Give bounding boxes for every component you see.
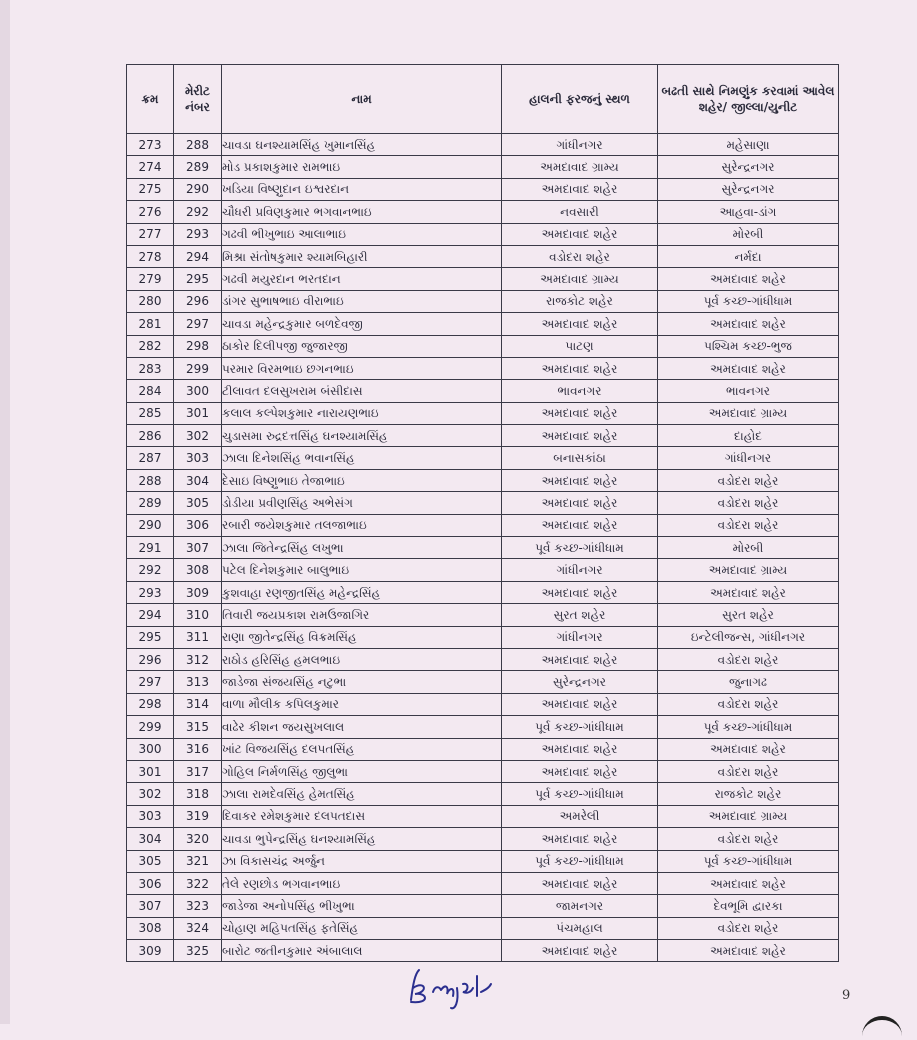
row-merit-number: 324	[174, 917, 222, 939]
row-posting: અમદાવાદ શહેર	[658, 357, 839, 379]
row-current-place: પૂર્વ કચ્છ-ગાંધીધામ	[502, 850, 658, 872]
table-row	[127, 783, 839, 805]
row-posting: અમદાવાદ ગ્રામ્ય	[658, 402, 839, 424]
row-merit-number: 293	[174, 223, 222, 245]
row-posting: મોરબી	[658, 223, 839, 245]
row-merit-number: 323	[174, 895, 222, 917]
row-posting: પશ્ચિમ કચ્છ-ભુજ	[658, 335, 839, 357]
row-name: ખાંટ વિજયસિંહ દલપતસિંહ	[222, 738, 502, 760]
row-posting: પૂર્વ કચ્છ-ગાંધીધામ	[658, 850, 839, 872]
row-krm: 284	[127, 380, 174, 402]
row-name: ચાવડા મહેન્દ્રકુમાર બળદેવજી	[222, 313, 502, 335]
row-merit-number: 310	[174, 604, 222, 626]
table-row	[127, 178, 839, 200]
table-row	[127, 716, 839, 738]
row-name: ઠાકોર દિલીપજી જુજારજી	[222, 335, 502, 357]
row-krm: 296	[127, 648, 174, 670]
row-krm: 286	[127, 425, 174, 447]
row-krm: 278	[127, 245, 174, 267]
table-row	[127, 201, 839, 223]
row-current-place: અમદાવાદ શહેર	[502, 514, 658, 536]
row-krm: 305	[127, 850, 174, 872]
row-krm: 306	[127, 872, 174, 894]
row-name: ચાવડા ઘનશ્યામસિંહ ખુમાનસિંહ	[222, 134, 502, 156]
table-row	[127, 223, 839, 245]
row-current-place: નવસારી	[502, 201, 658, 223]
row-posting: સુરેન્દ્રનગર	[658, 156, 839, 178]
table-row	[127, 940, 839, 962]
row-name: ટીલાવત દલસુખરામ બંસીદાસ	[222, 380, 502, 402]
row-krm: 293	[127, 581, 174, 603]
row-name: બારોટ જતીનકુમાર અંબાલાલ	[222, 940, 502, 962]
row-merit-number: 290	[174, 178, 222, 200]
row-current-place: અમદાવાદ શહેર	[502, 872, 658, 894]
row-merit-number: 292	[174, 201, 222, 223]
row-krm: 281	[127, 313, 174, 335]
row-current-place: સુરેન્દ્રનગર	[502, 671, 658, 693]
row-posting: ગાંધીનગર	[658, 447, 839, 469]
row-posting: વડોદરા શહેર	[658, 917, 839, 939]
row-name: મોડ પ્રકાશકુમાર રામભાઇ	[222, 156, 502, 178]
row-current-place: અમદાવાદ શહેર	[502, 469, 658, 491]
row-current-place: ભાવનગર	[502, 380, 658, 402]
row-current-place: ગાંધીનગર	[502, 134, 658, 156]
row-current-place: અમદાવાદ ગ્રામ્ય	[502, 268, 658, 290]
table-row	[127, 514, 839, 536]
table-row	[127, 559, 839, 581]
row-current-place: પાટણ	[502, 335, 658, 357]
row-merit-number: 317	[174, 760, 222, 782]
row-current-place: અમદાવાદ શહેર	[502, 178, 658, 200]
row-posting: અમદાવાદ શહેર	[658, 738, 839, 760]
table-row	[127, 760, 839, 782]
row-posting: મહેસાણા	[658, 134, 839, 156]
row-name: રાણા જીતેન્દ્રસિંહ વિક્રમસિંહ	[222, 626, 502, 648]
row-merit-number: 289	[174, 156, 222, 178]
table-row	[127, 626, 839, 648]
row-current-place: સુરત શહેર	[502, 604, 658, 626]
row-merit-number: 319	[174, 805, 222, 827]
row-name: વાળા મૌલીક કપિલકુમાર	[222, 693, 502, 715]
table-row	[127, 290, 839, 312]
row-krm: 292	[127, 559, 174, 581]
row-name: ગોહિલ નિર્મળસિંહ જીલુભા	[222, 760, 502, 782]
row-krm: 304	[127, 828, 174, 850]
row-merit-number: 318	[174, 783, 222, 805]
row-current-place: અમદાવાદ શહેર	[502, 425, 658, 447]
row-current-place: અમદાવાદ શહેર	[502, 357, 658, 379]
row-merit-number: 307	[174, 537, 222, 559]
row-posting: સુરેન્દ્રનગર	[658, 178, 839, 200]
row-posting: પૂર્વ કચ્છ-ગાંધીધામ	[658, 290, 839, 312]
table-row	[127, 537, 839, 559]
row-posting: અમદાવાદ ગ્રામ્ય	[658, 805, 839, 827]
row-merit-number: 306	[174, 514, 222, 536]
row-merit-number: 302	[174, 425, 222, 447]
row-krm: 273	[127, 134, 174, 156]
row-current-place: અમરેલી	[502, 805, 658, 827]
row-current-place: પંચમહાલ	[502, 917, 658, 939]
row-merit-number: 300	[174, 380, 222, 402]
row-current-place: પૂર્વ કચ્છ-ગાંધીધામ	[502, 716, 658, 738]
row-krm: 294	[127, 604, 174, 626]
row-name: પટેલ દિનેશકુમાર બાલુભાઇ	[222, 559, 502, 581]
row-current-place: અમદાવાદ શહેર	[502, 223, 658, 245]
row-merit-number: 316	[174, 738, 222, 760]
row-posting: વડોદરા શહેર	[658, 693, 839, 715]
corner-mark	[862, 1016, 902, 1040]
row-posting: વડોદરા શહેર	[658, 514, 839, 536]
row-krm: 289	[127, 492, 174, 514]
row-posting: અમદાવાદ ગ્રામ્ય	[658, 559, 839, 581]
row-name: કુશવાહા રણજીતસિંહ મહેન્દ્રસિંહ	[222, 581, 502, 603]
row-current-place: અમદાવાદ શહેર	[502, 492, 658, 514]
header-merit-number: મેરીટ નંબર	[174, 65, 222, 134]
row-name: ચોહાણ મહિપતસિંહ ફતેસિંહ	[222, 917, 502, 939]
row-krm: 280	[127, 290, 174, 312]
table-row	[127, 581, 839, 603]
row-current-place: બનાસકાંઠા	[502, 447, 658, 469]
row-name: દિવાકર રમેશકુમાર દલપતદાસ	[222, 805, 502, 827]
row-current-place: પૂર્વ કચ્છ-ગાંધીધામ	[502, 537, 658, 559]
row-krm: 303	[127, 805, 174, 827]
row-name: ચુડાસમા રુદ્રદત્તસિંહ ઘનશ્યામસિંહ	[222, 425, 502, 447]
table-row	[127, 447, 839, 469]
row-merit-number: 298	[174, 335, 222, 357]
table-body	[127, 134, 839, 962]
row-name: રાઠોડ હરિસિંહ હમલભાઇ	[222, 648, 502, 670]
row-krm: 275	[127, 178, 174, 200]
table-row	[127, 805, 839, 827]
row-merit-number: 320	[174, 828, 222, 850]
row-current-place: અમદાવાદ શહેર	[502, 693, 658, 715]
row-current-place: પૂર્વ કચ્છ-ગાંધીધામ	[502, 783, 658, 805]
row-merit-number: 303	[174, 447, 222, 469]
row-posting: વડોદરા શહેર	[658, 469, 839, 491]
row-krm: 291	[127, 537, 174, 559]
row-current-place: ગાંધીનગર	[502, 559, 658, 581]
table-row	[127, 134, 839, 156]
header-krm: ક્રમ	[127, 65, 174, 134]
row-posting: અમદાવાદ શહેર	[658, 268, 839, 290]
header-current-place: હાલની ફરજનું સ્થળ	[502, 65, 658, 134]
row-merit-number: 325	[174, 940, 222, 962]
row-posting: પૂર્વ કચ્છ-ગાંધીધામ	[658, 716, 839, 738]
table-row	[127, 402, 839, 424]
row-merit-number: 297	[174, 313, 222, 335]
row-krm: 300	[127, 738, 174, 760]
row-merit-number: 312	[174, 648, 222, 670]
table-row	[127, 268, 839, 290]
row-merit-number: 288	[174, 134, 222, 156]
row-krm: 282	[127, 335, 174, 357]
row-merit-number: 301	[174, 402, 222, 424]
row-current-place: અમદાવાદ શહેર	[502, 313, 658, 335]
row-merit-number: 294	[174, 245, 222, 267]
row-posting: વડોદરા શહેર	[658, 760, 839, 782]
row-name: ગઢવી ભીખુભાઇ આલાભાઇ	[222, 223, 502, 245]
row-krm: 287	[127, 447, 174, 469]
table-row	[127, 425, 839, 447]
row-name: રબારી જયેશકુમાર તલજાભાઇ	[222, 514, 502, 536]
row-posting: દેવભૂમિ દ્વારકા	[658, 895, 839, 917]
row-name: જાડેજા સંજયસિંહ નટુભા	[222, 671, 502, 693]
row-krm: 309	[127, 940, 174, 962]
row-name: મિશ્રા સંતોષકુમાર શ્યામબિહારી	[222, 245, 502, 267]
row-merit-number: 305	[174, 492, 222, 514]
row-merit-number: 314	[174, 693, 222, 715]
row-posting: અમદાવાદ શહેર	[658, 581, 839, 603]
row-krm: 279	[127, 268, 174, 290]
row-posting: અમદાવાદ શહેર	[658, 313, 839, 335]
row-posting: જુનાગઢ	[658, 671, 839, 693]
row-current-place: અમદાવાદ શહેર	[502, 581, 658, 603]
table-row	[127, 738, 839, 760]
row-posting: સુરત શહેર	[658, 604, 839, 626]
row-krm: 308	[127, 917, 174, 939]
row-current-place: ગાંધીનગર	[502, 626, 658, 648]
row-name: તિવારી જયપ્રકાશ રામઉજાગિર	[222, 604, 502, 626]
table-row	[127, 313, 839, 335]
row-merit-number: 315	[174, 716, 222, 738]
row-merit-number: 311	[174, 626, 222, 648]
row-posting: વડોદરા શહેર	[658, 648, 839, 670]
row-krm: 277	[127, 223, 174, 245]
row-posting: નર્મદા	[658, 245, 839, 267]
row-merit-number: 322	[174, 872, 222, 894]
table-row	[127, 604, 839, 626]
row-posting: મોરબી	[658, 537, 839, 559]
row-name: ચાવડા ભુપેન્દ્રસિંહ ઘનશ્યામસિંહ	[222, 828, 502, 850]
row-name: ડોડીયા પ્રવીણસિંહ અભેસંગ	[222, 492, 502, 514]
row-posting: વડોદરા શહેર	[658, 828, 839, 850]
row-krm: 299	[127, 716, 174, 738]
row-name: તેલે રણછોડ ભગવાનભાઇ	[222, 872, 502, 894]
row-name: ખડિયા વિષ્ણુદાન ઇશ્વરદાન	[222, 178, 502, 200]
row-current-place: રાજકોટ શહેર	[502, 290, 658, 312]
row-current-place: જામનગર	[502, 895, 658, 917]
row-merit-number: 296	[174, 290, 222, 312]
table-row	[127, 872, 839, 894]
row-name: વાઢેર કીશન જયસુખલાલ	[222, 716, 502, 738]
promotion-table	[126, 64, 839, 962]
row-merit-number: 304	[174, 469, 222, 491]
table-header-row	[127, 65, 839, 134]
row-posting: આહવા-ડાંગ	[658, 201, 839, 223]
table-row	[127, 492, 839, 514]
row-krm: 285	[127, 402, 174, 424]
row-posting: અમદાવાદ શહેર	[658, 872, 839, 894]
row-current-place: અમદાવાદ શહેર	[502, 940, 658, 962]
row-merit-number: 295	[174, 268, 222, 290]
row-current-place: વડોદરા શહેર	[502, 245, 658, 267]
row-current-place: અમદાવાદ ગ્રામ્ય	[502, 156, 658, 178]
row-current-place: અમદાવાદ શહેર	[502, 738, 658, 760]
row-name: ડાંગર સુભાષભાઇ વીરાભાઇ	[222, 290, 502, 312]
table-row	[127, 828, 839, 850]
row-krm: 274	[127, 156, 174, 178]
row-krm: 302	[127, 783, 174, 805]
row-krm: 295	[127, 626, 174, 648]
table-row	[127, 648, 839, 670]
row-current-place: અમદાવાદ શહેર	[502, 648, 658, 670]
row-name: ઝાલા દિનેશસિંહ ભવાનસિંહ	[222, 447, 502, 469]
row-name: ગઢવી મયુરદાન ભરતદાન	[222, 268, 502, 290]
row-posting: દાહોદ	[658, 425, 839, 447]
row-name: પરમાર વિરમભાઇ છગનભાઇ	[222, 357, 502, 379]
table-row	[127, 245, 839, 267]
row-krm: 276	[127, 201, 174, 223]
row-posting: વડોદરા શહેર	[658, 492, 839, 514]
row-posting: ભાવનગર	[658, 380, 839, 402]
row-name: ઝા વિકાસચંદ્ર અર્જુન	[222, 850, 502, 872]
table-row	[127, 335, 839, 357]
row-krm: 307	[127, 895, 174, 917]
row-name: જાડેજા અનોપસિંહ ભીખુભા	[222, 895, 502, 917]
row-name: ઝાલા રામદેવસિંહ હેમતસિંહ	[222, 783, 502, 805]
row-krm: 290	[127, 514, 174, 536]
page-edge	[0, 0, 10, 1024]
row-name: ચૌધરી પ્રવિણકુમાર ભગવાનભાઇ	[222, 201, 502, 223]
header-posting: બઢતી સાથે નિમણુંક કરવામાં આવેલ શહેર/ જીલ્લા/યુનીટ	[658, 65, 839, 134]
row-posting: ઇન્ટેલીજન્સ, ગાંધીનગર	[658, 626, 839, 648]
table-row	[127, 671, 839, 693]
row-current-place: અમદાવાદ શહેર	[502, 828, 658, 850]
table-row	[127, 156, 839, 178]
table-row	[127, 917, 839, 939]
row-name: ઝાલા જિતેન્દ્રસિંહ લખુભા	[222, 537, 502, 559]
row-posting: અમદાવાદ શહેર	[658, 940, 839, 962]
row-current-place: અમદાવાદ શહેર	[502, 760, 658, 782]
header-name: નામ	[222, 65, 502, 134]
row-merit-number: 308	[174, 559, 222, 581]
row-merit-number: 299	[174, 357, 222, 379]
row-krm: 288	[127, 469, 174, 491]
row-current-place: અમદાવાદ શહેર	[502, 402, 658, 424]
row-merit-number: 309	[174, 581, 222, 603]
row-krm: 298	[127, 693, 174, 715]
row-krm: 283	[127, 357, 174, 379]
table-row	[127, 850, 839, 872]
table-row	[127, 357, 839, 379]
row-krm: 301	[127, 760, 174, 782]
table-row	[127, 380, 839, 402]
table-row	[127, 469, 839, 491]
row-posting: રાજકોટ શહેર	[658, 783, 839, 805]
table-row	[127, 895, 839, 917]
row-krm: 297	[127, 671, 174, 693]
table-row	[127, 693, 839, 715]
signature	[405, 962, 495, 1012]
row-merit-number: 313	[174, 671, 222, 693]
row-merit-number: 321	[174, 850, 222, 872]
row-name: કલાલ કલ્પેશકુમાર નારાયણભાઇ	[222, 402, 502, 424]
page-number: 9	[842, 988, 851, 1003]
row-name: દેસાઇ વિષ્ણુભાઇ તેજાભાઇ	[222, 469, 502, 491]
